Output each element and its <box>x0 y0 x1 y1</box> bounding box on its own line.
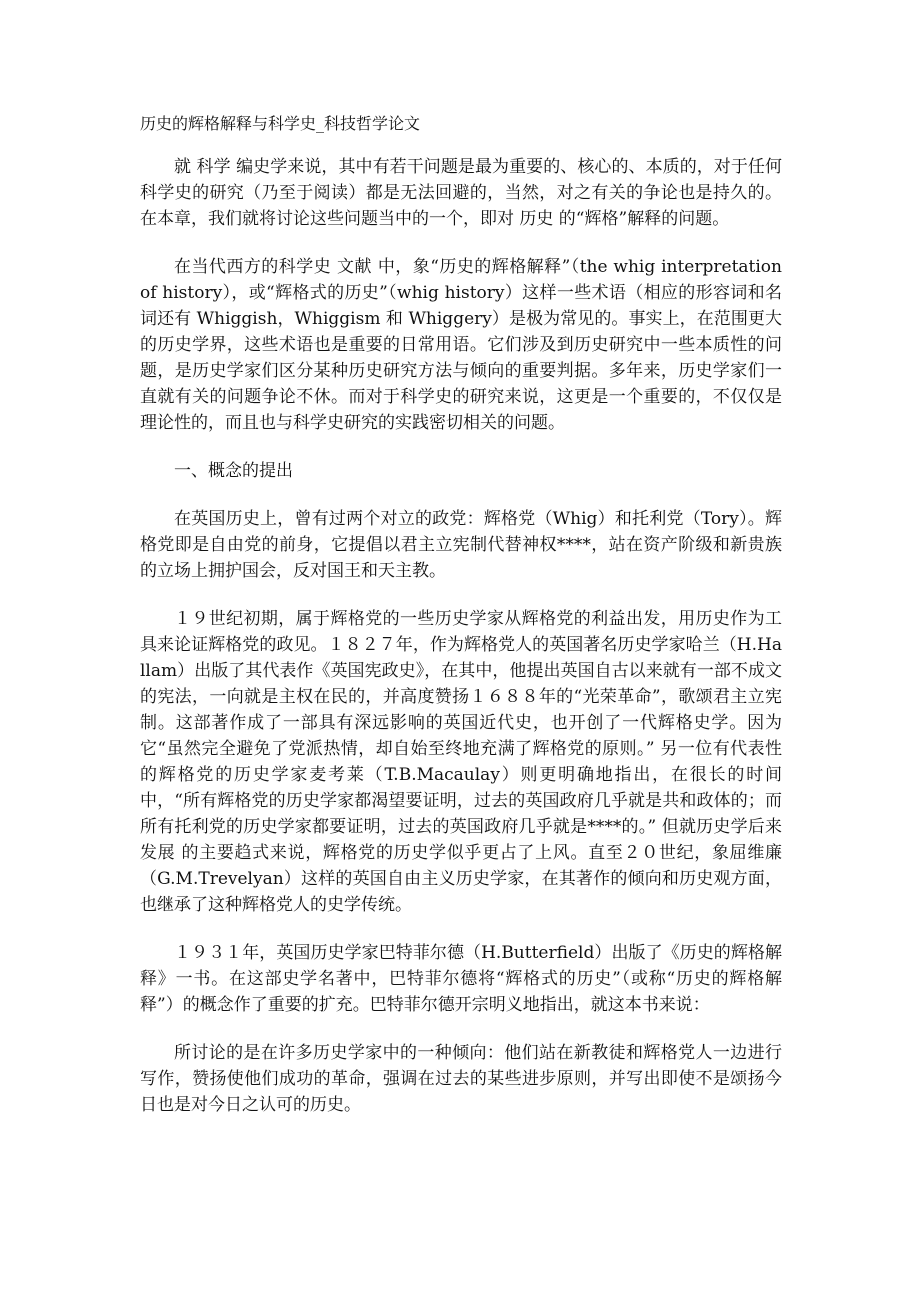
paragraph-whig-tory: 在英国历史上，曾有过两个对立的政党：辉格党（Whig）和托利党（Tory）。辉格党即是自由党的前身，它提倡以君主立宪制代替神权****，站在资产阶级和新贵族的立场上拥护国会，反对国王和天主教。 <box>140 509 782 581</box>
document-page <box>140 112 782 1140</box>
section-heading-concept: 一、概念的提出 <box>174 461 293 481</box>
paragraph-whig-terms: 在当代西方的科学史 文献 中，象“历史的辉格解释”（the whig interpretation of history），或“辉格式的历史”（whig history）这样一些术语（相应的形容词和名词还有 Whiggish，Whiggism 和 Whiggery）是极为常见的。事实上，在范围更大的历史学界，这些术语也是重要的日常用语。它们涉及到历史研究中一些本质性的问题，是历史学家们区分某种历史研究方法与倾向的重要判据。多年来，历史学家们一直就有关的问题争论不休。而对于科学史的研究来说，这更是一个重要的，不仅仅是理论性的，而且也与科学史研究的实践密切相关的问题。 <box>140 257 782 433</box>
paragraph-19th-century: １９世纪初期，属于辉格党的一些历史学家从辉格党的利益出发，用历史作为工具来论证辉格党的政见。１８２７年，作为辉格党人的英国著名历史学家哈兰（H.Hallam）出版了其代表作《英国宪政史》，在其中，他提出英国自古以来就有一部不成文的宪法，一向就是主权在民的，并高度赞扬１６８８年的“光荣革命”，歌颂君主立宪制。这部著作成了一部具有深远影响的英国近代史，也开创了一代辉格史学。因为它“虽然完全避免了党派热情，却自始至终地充满了辉格党的原则。” 另一位有代表性的辉格党的历史学家麦考莱（T.B.Macaulay）则更明确地指出，在很长的时间中，“所有辉格党的历史学家都渴望要证明，过去的英国政府几乎就是共和政体的；而所有托利党的历史学家都要证明，过去的英国政府几乎就是****的。” 但就历史学后来 发展 的主要趋式来说，辉格党的历史学似乎更占了上风。直至２０世纪，象屈维廉（G.M.Trevelyan）这样的英国自由主义历史学家，在其著作的倾向和历史观方面，也继承了这种辉格党人的史学传统。 <box>140 609 782 915</box>
paragraph-quote: 所讨论的是在许多历史学家中的一种倾向：他们站在新教徒和辉格党人一边进行写作，赞扬使他们成功的革命，强调在过去的某些进步原则，并写出即使不是颂扬今日也是对今日之认可的历史。 <box>140 1043 782 1115</box>
paragraph-butterfield: １９３１年，英国历史学家巴特菲尔德（H.Butterfield）出版了《历史的辉格解释》一书。在这部史学名著中，巴特菲尔德将“辉格式的历史”（或称“历史的辉格解释”）的概念作了重要的扩充。巴特菲尔德开宗明义地指出，就这本书来说： <box>140 943 782 1015</box>
document-title: 历史的辉格解释与科学史_科技哲学论文 <box>140 114 421 133</box>
paragraph-intro: 就 科学 编史学来说，其中有若干问题是最为重要的、核心的、本质的，对于任何科学史的研究（乃至于阅读）都是无法回避的，当然，对之有关的争论也是持久的。在本章，我们就将讨论这些问题当中的一个，即对 历史 的“辉格”解释的问题。 <box>140 157 782 229</box>
